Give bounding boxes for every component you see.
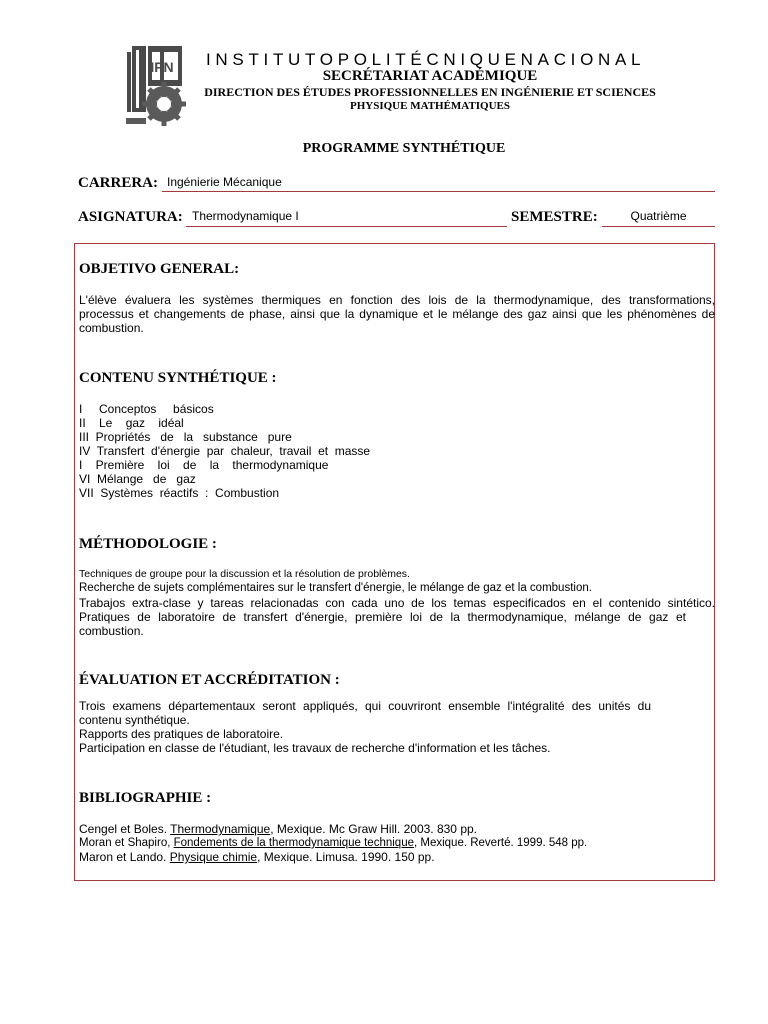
bib-authors: Cengel et Boles.: [79, 822, 171, 836]
methodologie-line-1: Techniques de groupe pour la discussion et la résolution de problèmes.: [79, 568, 410, 580]
evaluation-line-2: contenu synthétique.: [79, 713, 190, 727]
evaluation-line-1: Trois examens départementaux seront appliqués, qui couvriront ensemble l'intégralité des unités du: [79, 699, 651, 713]
semestre-value: Quatrième: [630, 209, 687, 223]
secretariat-title: SECRÉTARIAT ACADÉMIQUE: [322, 68, 538, 84]
asignatura-value: Thermodynamique I: [192, 209, 299, 223]
bib-authors: Moran et Shapiro,: [79, 837, 174, 849]
unit-item: VII Systèmes réactifs : Combustion: [79, 486, 280, 500]
unit-item: III Propriétés de la substance pure: [79, 430, 292, 444]
bibliography-entry: [79, 822, 715, 836]
department-title: PHYSIQUE MATHÉMATIQUES: [349, 100, 511, 112]
unit-item: IV Transfert d'énergie par chaleur, travail et masse: [79, 444, 371, 458]
bib-title: Thermodynamique: [170, 822, 271, 836]
bibliography-entry: [79, 850, 715, 864]
content-box: [74, 243, 715, 881]
evaluation-line-3: Rapports des pratiques de laboratoire.: [79, 727, 284, 741]
unit-item: I Conceptos básicos: [79, 402, 214, 416]
semestre-label: SEMESTRE:: [511, 209, 598, 225]
carrera-label: CARRERA:: [78, 175, 158, 191]
unit-item: I Première loi de la thermodynamique: [79, 458, 329, 472]
bibliography-entry: [79, 836, 715, 850]
carrera-underline: [162, 191, 715, 192]
bibliographie-heading: BIBLIOGRAPHIE :: [79, 790, 212, 806]
bib-title: Physique chimie: [169, 850, 258, 864]
objetivo-line-2: processus et changements de phase, ainsi que la dynamique et le mélange des gaz ainsi que les phénomènes de: [79, 307, 715, 321]
objetivo-line-3: combustion.: [79, 321, 144, 335]
evaluation-line-4: Participation en classe de l'étudiant, les travaux de recherche d'information et les tâches.: [79, 741, 551, 755]
objetivo-heading: OBJETIVO GENERAL:: [79, 261, 240, 277]
asignatura-underline: [186, 226, 507, 227]
methodologie-heading: MÉTHODOLOGIE :: [79, 536, 217, 552]
bib-details: , Mexique. Reverté. 1999. 548 pp.: [413, 837, 588, 849]
evaluation-heading: ÉVALUATION ET ACCRÉDITATION :: [79, 672, 340, 688]
bib-details: , Mexique. Limusa. 1990. 150 pp.: [257, 850, 435, 864]
document-title: PROGRAMME SYNTHÉTIQUE: [302, 141, 506, 156]
unit-item: VI Mélange de gaz: [79, 472, 196, 486]
carrera-value: Ingénierie Mécanique: [167, 175, 282, 189]
bib-title: Fondements de la thermodynamique technique: [173, 837, 414, 849]
methodologie-line-5: combustion.: [79, 624, 144, 638]
methodologie-line-4: Pratiques de laboratoire de transfert d'énergie, première loi de la thermodynamique, mélange de gaz et: [79, 610, 686, 624]
asignatura-label: ASIGNATURA:: [78, 209, 183, 225]
objetivo-line-1: L'élève évaluera les systèmes thermiques en fonction des lois de la thermodynamique, des transformations,: [79, 293, 715, 307]
semestre-underline: [602, 226, 715, 227]
institute-name: INSTITUTOPOLITÉCNIQUENACIONAL: [206, 50, 646, 69]
bib-details: , Mexique. Mc Graw Hill. 2003. 830 pp.: [270, 822, 477, 836]
bib-authors: Maron et Lando.: [79, 850, 170, 864]
logo-lettering: IPN: [150, 59, 174, 75]
contenu-heading: CONTENU SYNTHÉTIQUE :: [79, 370, 277, 386]
unit-item: II Le gaz idéal: [79, 416, 184, 430]
methodologie-line-2: Recherche de sujets complémentaires sur le transfert d'énergie, le mélange de gaz et la combustion.: [79, 582, 592, 594]
direction-title: DIRECTION DES ÉTUDES PROFESSIONNELLES EN INGÉNIERIE ET SCIENCES: [204, 85, 656, 99]
methodologie-line-3: Trabajos extra-clase y tareas relacionadas con cada uno de los temas especificados en el contenido sintético.: [79, 596, 715, 610]
ipn-logo: [124, 42, 188, 128]
